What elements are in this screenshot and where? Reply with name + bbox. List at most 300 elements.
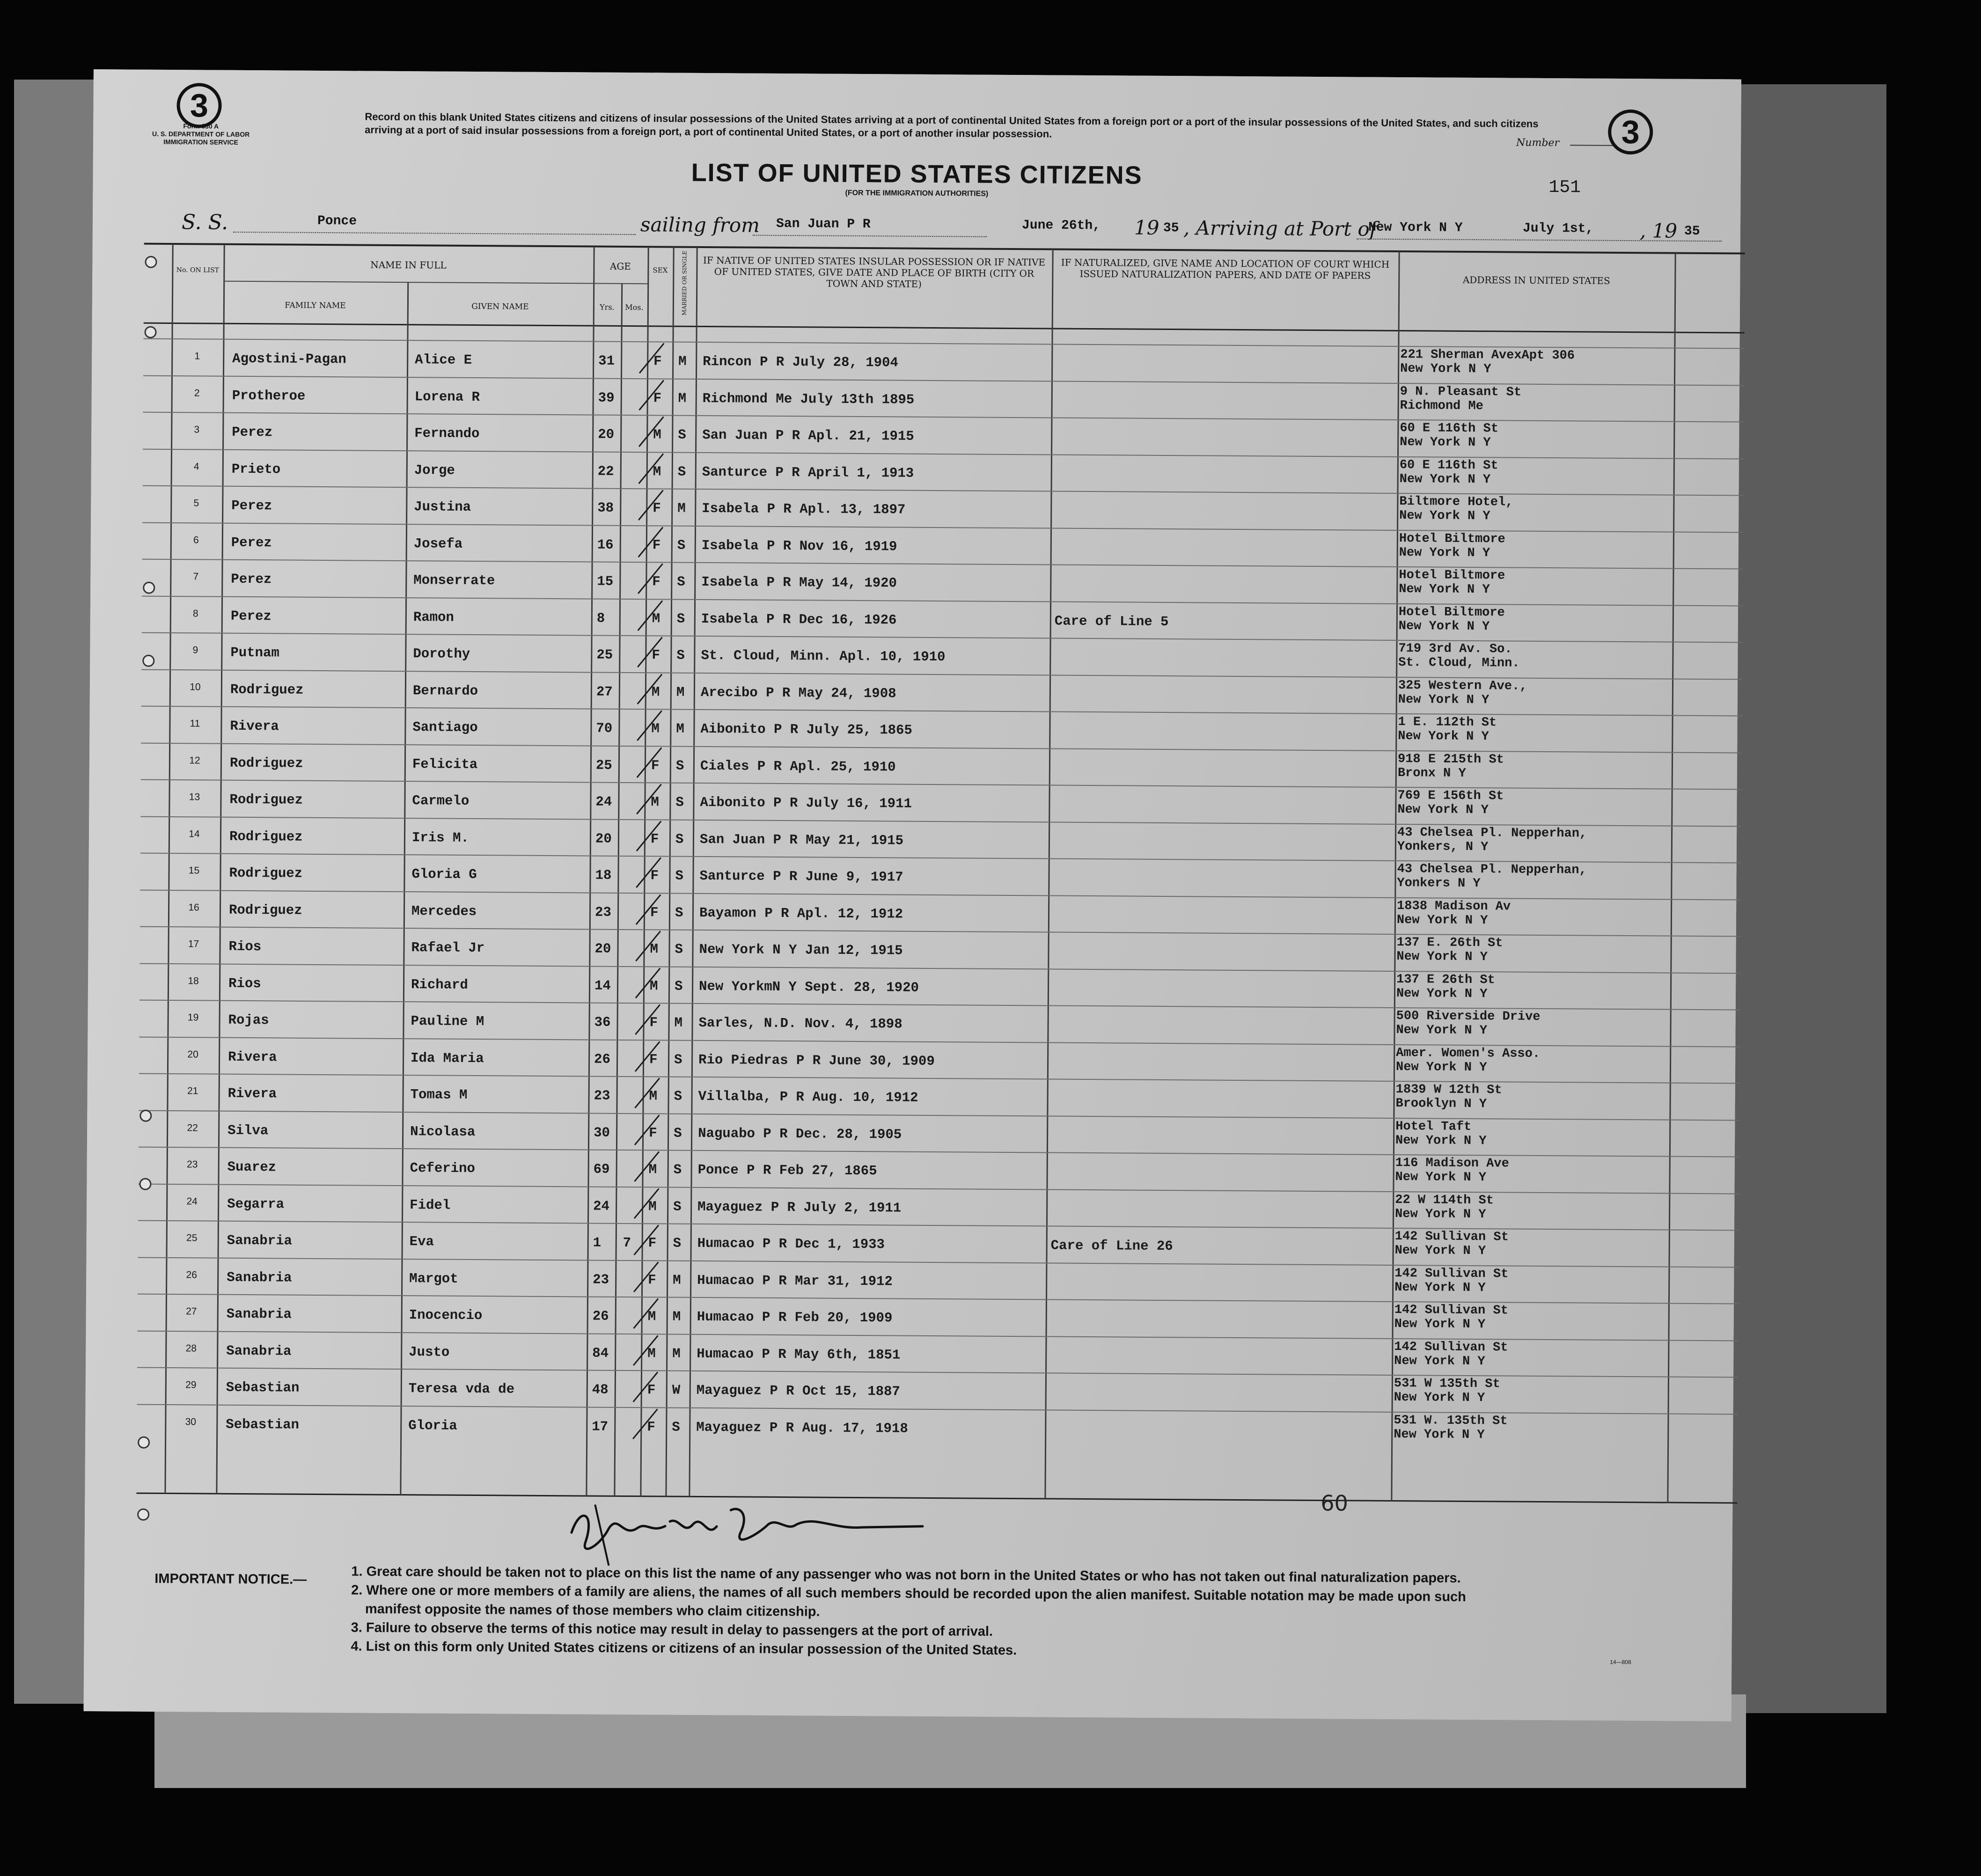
- given-name: Iris M.: [411, 829, 469, 846]
- place-of-birth: Ponce P R Feb 27, 1865: [697, 1162, 877, 1179]
- check-mark-icon: [630, 1148, 667, 1185]
- family-name: Rojas: [228, 1012, 269, 1028]
- form-id: [140, 122, 262, 147]
- check-mark-icon: [630, 1185, 667, 1222]
- address-line-1: Biltmore Hotel,: [1399, 495, 1513, 510]
- check-mark-icon: [634, 486, 671, 524]
- sex: M: [647, 1345, 656, 1361]
- row-number: 15: [188, 865, 200, 876]
- address-line-2: New York N Y: [1394, 1427, 1485, 1442]
- place-of-birth: New York N Y Jan 12, 1915: [699, 941, 903, 959]
- place-of-birth: Santurce P R June 9, 1917: [699, 868, 903, 885]
- form-id-line: IMMIGRATION SERVICE: [163, 138, 238, 146]
- age-years: 31: [598, 353, 615, 369]
- address-line-2: New York N Y: [1397, 803, 1489, 818]
- col-name-in-full: NAME IN FULL: [370, 259, 447, 271]
- row-number: 10: [190, 681, 201, 692]
- family-name: Agostini-Pagan: [232, 351, 346, 367]
- family-name: Sebastian: [226, 1379, 300, 1396]
- family-name: Perez: [231, 571, 272, 587]
- marital-status: S: [675, 941, 683, 957]
- check-mark-icon: [629, 1258, 667, 1296]
- address-line-2: New York N Y: [1398, 692, 1489, 707]
- address-line-2: New York N Y: [1394, 1354, 1485, 1369]
- address-line-1: Amer. Women's Asso.: [1396, 1046, 1541, 1061]
- family-name: Sebastian: [226, 1416, 300, 1433]
- given-name: Inocencio: [409, 1307, 483, 1324]
- check-mark-icon: [632, 744, 670, 781]
- given-name: Margot: [409, 1270, 458, 1287]
- sex: M: [651, 684, 660, 700]
- given-name: Richard: [411, 976, 468, 993]
- sex: M: [648, 1198, 657, 1214]
- age-years: 22: [597, 463, 614, 479]
- row-number: 27: [186, 1306, 197, 1317]
- family-name: Rodriguez: [229, 791, 303, 808]
- marital-status: S: [673, 1162, 682, 1178]
- arrival-date: July 1st,: [1522, 221, 1594, 236]
- age-years: 24: [593, 1198, 610, 1214]
- sex: F: [653, 353, 662, 369]
- marital-status: S: [677, 574, 685, 590]
- sailing-from-line: [753, 235, 987, 237]
- check-mark-icon: [630, 1111, 668, 1149]
- check-mark-icon: [628, 1405, 666, 1443]
- place-of-birth: Mayaguez P R Aug. 17, 1918: [696, 1419, 908, 1436]
- address-line-1: 43 Chelsea Pl. Nepperhan,: [1397, 862, 1587, 878]
- check-mark-icon: [631, 891, 669, 928]
- given-name: Monserrate: [413, 572, 495, 589]
- address-line-2: New York N Y: [1400, 435, 1491, 450]
- marital-status: M: [676, 721, 684, 737]
- row-number: 2: [194, 387, 200, 398]
- check-mark-icon: [635, 376, 672, 414]
- col-place-of-birth: IF NATIVE OF UNITED STATES INSULAR POSSESSION OR IF NATIVE OF UNITED STATES, GIVE DATE AND PLACE OF BIRTH (CITY OR TOWN AND STATE): [703, 254, 1046, 290]
- row-number: 30: [185, 1416, 197, 1427]
- age-years: 24: [595, 794, 612, 810]
- check-mark-icon: [633, 597, 671, 634]
- col-address: ADDRESS IN UNITED STATES: [1462, 274, 1610, 286]
- sex: M: [651, 721, 660, 737]
- family-name: Suarez: [227, 1159, 277, 1175]
- address-line-1: 116 Madison Ave: [1395, 1156, 1509, 1171]
- family-name: Segarra: [227, 1196, 285, 1212]
- family-name: Perez: [231, 498, 272, 514]
- address-line-2: Bronx N Y: [1397, 766, 1466, 781]
- given-name: Rafael Jr: [411, 940, 485, 956]
- handwritten-total: 60: [1321, 1490, 1349, 1516]
- place-of-birth: Humacao P R Feb 20, 1909: [697, 1309, 893, 1326]
- age-years: 23: [594, 904, 611, 920]
- family-name: Rios: [228, 938, 262, 955]
- check-mark-icon: [633, 670, 670, 708]
- check-mark-icon: [629, 1332, 666, 1369]
- marital-status: M: [673, 1272, 681, 1288]
- given-name: Tomas M: [410, 1087, 468, 1103]
- sex: F: [651, 757, 660, 773]
- age-years: 23: [594, 1088, 610, 1104]
- given-name: Ceferino: [410, 1160, 476, 1177]
- given-name: Josefa: [413, 535, 463, 552]
- marital-status: M: [677, 500, 686, 516]
- address-line-2: New York N Y: [1396, 913, 1488, 928]
- given-name: Ramon: [413, 609, 454, 625]
- check-mark-icon: [635, 339, 672, 377]
- sex: F: [648, 1272, 656, 1288]
- place-of-birth: Mayaguez P R July 2, 1911: [697, 1199, 902, 1216]
- sex: F: [652, 647, 660, 663]
- place-of-birth: Isabela P R Nov 16, 1919: [701, 537, 897, 555]
- col-sex: SEX: [653, 266, 668, 275]
- sex: F: [652, 537, 661, 553]
- row-number: 26: [186, 1269, 198, 1280]
- check-mark-icon: [631, 964, 668, 1002]
- place-of-birth: Humacao P R Mar 31, 1912: [697, 1272, 893, 1289]
- row-number: 19: [187, 1012, 199, 1023]
- age-years: 25: [595, 757, 612, 773]
- col-married-or-single: MARRIED OR SINGLE: [681, 250, 688, 315]
- page-number: 151: [1548, 177, 1581, 198]
- row-rule: [143, 338, 1744, 349]
- col-given-name: GIVEN NAME: [471, 301, 529, 312]
- arrival-year-prefix: , 19: [1639, 219, 1678, 242]
- row-number: 17: [188, 938, 199, 950]
- notice-text: [351, 1562, 1709, 1664]
- age-years: 38: [597, 500, 614, 516]
- row-number: 8: [192, 608, 198, 619]
- given-name: Alice E: [415, 352, 472, 368]
- family-name: Rivera: [230, 718, 279, 734]
- family-name: Silva: [227, 1122, 269, 1138]
- sex: M: [653, 427, 661, 443]
- address-line-1: 142 Sullivan St: [1394, 1340, 1508, 1355]
- manifest-sheet: [84, 69, 1741, 1721]
- depart-year: 35: [1163, 220, 1179, 236]
- depart-year-prefix: 19: [1134, 216, 1159, 239]
- naturalization: Care of Line 5: [1054, 613, 1169, 630]
- family-name: Rios: [228, 975, 261, 991]
- age-months: 7: [623, 1235, 631, 1251]
- place-of-birth: Humacao P R May 6th, 1851: [697, 1346, 901, 1363]
- address-line-1: 43 Chelsea Pl. Nepperhan,: [1397, 825, 1587, 841]
- check-mark-icon: [634, 450, 672, 487]
- given-name: Carmelo: [412, 793, 470, 809]
- check-mark-icon: [634, 413, 672, 450]
- binder-hole: [144, 326, 156, 338]
- sex: M: [648, 1162, 657, 1178]
- sailing-from-port: San Juan P R: [776, 216, 871, 232]
- age-years: 18: [595, 867, 612, 883]
- marital-status: S: [675, 905, 683, 921]
- place-of-birth: Isabela P R May 14, 1920: [701, 574, 897, 591]
- row-number: 21: [187, 1085, 198, 1097]
- address-line-2: New York N Y: [1399, 545, 1490, 560]
- number-underline: [1570, 145, 1617, 146]
- sex: M: [650, 941, 659, 957]
- sex: F: [649, 1125, 657, 1141]
- check-mark-icon: [632, 817, 669, 855]
- marital-status: S: [674, 1052, 682, 1068]
- check-mark-icon: [630, 1074, 668, 1112]
- row-number: 20: [187, 1048, 198, 1060]
- address-line-1: 531 W 135th St: [1394, 1377, 1500, 1392]
- row-number: 4: [193, 461, 199, 472]
- form-id-line: U. S. DEPARTMENT OF LABOR: [152, 130, 250, 139]
- col-age: AGE: [609, 260, 631, 272]
- binder-hole: [138, 1436, 150, 1449]
- marital-status: S: [674, 1125, 682, 1141]
- address-line-1: 500 Riverside Drive: [1396, 1009, 1541, 1024]
- address-line-2: New York N Y: [1396, 986, 1488, 1001]
- check-mark-icon: [633, 633, 670, 671]
- marital-status: S: [675, 794, 684, 810]
- row-number: 24: [186, 1195, 198, 1207]
- row-number: 25: [186, 1232, 198, 1244]
- given-name: Ida Maria: [411, 1050, 484, 1066]
- address-line-1: 60 E 116th St: [1399, 458, 1498, 473]
- form-id-line: Form 630 A: [183, 122, 219, 130]
- family-name: Rivera: [228, 1049, 277, 1065]
- address-line-1: 1838 Madison Av: [1397, 899, 1511, 914]
- family-name: Rivera: [227, 1085, 277, 1102]
- check-mark-icon: [631, 927, 668, 965]
- check-mark-icon: [631, 854, 669, 891]
- family-name: Sanabria: [226, 1306, 292, 1322]
- marital-status: S: [677, 464, 686, 480]
- check-mark-icon: [632, 780, 669, 818]
- age-years: 8: [596, 610, 605, 626]
- age-years: 1: [593, 1235, 602, 1251]
- given-name: Justina: [414, 499, 471, 515]
- age-years: 26: [592, 1308, 609, 1324]
- age-subheader-rule: [593, 283, 647, 285]
- sex: F: [650, 868, 659, 884]
- age-years: 36: [594, 1014, 611, 1030]
- sailing-from-label: sailing from: [640, 213, 760, 237]
- family-name: Rodriguez: [229, 865, 303, 881]
- given-name: Nicolasa: [410, 1123, 476, 1140]
- binder-hole: [139, 1178, 151, 1190]
- age-years: 84: [592, 1345, 609, 1361]
- address-line-2: New York N Y: [1394, 1244, 1486, 1259]
- binder-hole: [145, 256, 157, 268]
- header-bottom-rule: [144, 322, 1745, 334]
- place-of-birth: Aibonito P R July 16, 1911: [700, 794, 912, 812]
- address-line-1: Hotel Biltmore: [1399, 531, 1505, 546]
- place-of-birth: Ciales P R Apl. 25, 1910: [700, 758, 896, 775]
- address-line-2: Yonkers N Y: [1397, 876, 1481, 891]
- address-line-1: 142 Sullivan St: [1394, 1303, 1508, 1318]
- check-mark-icon: [631, 1001, 668, 1038]
- address-line-2: Brooklyn N Y: [1395, 1097, 1487, 1112]
- col-married-single-cell: [673, 251, 697, 321]
- age-years: 69: [593, 1161, 610, 1177]
- place-of-birth: Humacao P R Dec 1, 1933: [697, 1235, 885, 1253]
- given-name: Gloria G: [411, 866, 477, 883]
- age-years: 25: [596, 647, 613, 663]
- given-name: Felicita: [412, 756, 478, 772]
- address-line-2: New York N Y: [1395, 1170, 1487, 1185]
- family-name: Sanabria: [226, 1343, 292, 1359]
- marital-status: S: [676, 647, 685, 663]
- address-line-2: New York N Y: [1394, 1280, 1486, 1295]
- place-of-birth: Isabela P R Dec 16, 1926: [701, 611, 897, 628]
- address-line-1: Hotel Biltmore: [1398, 605, 1505, 620]
- arrival-port: New York N Y: [1368, 220, 1463, 235]
- marital-status: M: [672, 1346, 681, 1362]
- address-line-1: 137 E 26th St: [1396, 972, 1495, 987]
- family-name: Protheroe: [232, 388, 306, 404]
- given-name: Teresa vda de: [408, 1381, 515, 1397]
- col-naturalization: IF NATURALIZED, GIVE NAME AND LOCATION OF COURT WHICH ISSUED NATURALIZATION PAPERS, AND DATE OF PAPERS: [1061, 256, 1390, 281]
- col-family-name: FAMILY NAME: [285, 300, 346, 311]
- place-of-birth: Santurce P R April 1, 1913: [702, 464, 914, 481]
- age-years: 30: [594, 1125, 610, 1141]
- number-label: Number: [1516, 137, 1560, 149]
- marital-status: M: [672, 1309, 681, 1325]
- check-mark-icon: [631, 1038, 668, 1075]
- row-number: 16: [188, 901, 199, 913]
- row-number: 18: [188, 975, 199, 986]
- given-name: Dorothy: [413, 646, 470, 662]
- place-of-birth: Mayaguez P R Oct 15, 1887: [696, 1382, 900, 1400]
- binder-hole: [143, 582, 155, 594]
- address-line-1: 9 N. Pleasant St: [1400, 384, 1522, 400]
- address-line-1: 22 W 114th St: [1395, 1193, 1494, 1208]
- place-of-birth: New YorkmN Y Sept. 28, 1920: [698, 978, 919, 996]
- marital-status: W: [672, 1382, 681, 1398]
- row-number: 22: [187, 1122, 198, 1133]
- given-name: Pauline M: [411, 1013, 484, 1030]
- row-number: 5: [193, 498, 199, 509]
- depart-date: June 26th,: [1021, 218, 1101, 234]
- address-line-2: New York N Y: [1399, 509, 1490, 524]
- check-mark-icon: [634, 523, 671, 561]
- address-line-1: 325 Western Ave.,: [1398, 678, 1527, 694]
- family-name: Rodriguez: [229, 828, 303, 845]
- notice-item-2: 2. Where one or more members of a family are aliens, the names of all such members should be recorded upon the alien manifest. Suitable notation may be made upon such: [351, 1583, 1467, 1605]
- backing-sheet-right: [1727, 84, 1886, 1713]
- row-number: 3: [194, 424, 200, 435]
- col-no-on-list: No. ON LIST: [176, 266, 220, 274]
- family-name: Perez: [231, 535, 272, 550]
- row-number: 12: [189, 755, 200, 766]
- address-line-1: 719 3rd Av. So.: [1398, 642, 1512, 657]
- notice-item-2-cont: manifest opposite the names of those members who claim citizenship.: [365, 1601, 820, 1620]
- arriving-label: , Arriving at Port of: [1183, 216, 1377, 241]
- sex: M: [652, 610, 660, 626]
- address-line-2: Yonkers, N Y: [1397, 839, 1489, 854]
- marital-status: M: [678, 353, 687, 369]
- check-mark-icon: [629, 1368, 666, 1406]
- address-line-2: New York N Y: [1395, 1060, 1487, 1075]
- marital-status: S: [672, 1419, 680, 1435]
- row-number: 1: [194, 351, 200, 362]
- binder-hole: [137, 1509, 149, 1521]
- place-of-birth: St. Cloud, Minn. Apl. 10, 1910: [701, 647, 946, 665]
- given-name: Mercedes: [411, 903, 477, 919]
- marital-status: S: [675, 868, 684, 884]
- given-name: Gloria: [408, 1417, 457, 1434]
- naturalization: Care of Line 26: [1050, 1238, 1173, 1254]
- given-name: Fernando: [414, 425, 480, 442]
- family-name: Perez: [230, 608, 271, 624]
- marital-status: S: [674, 1088, 682, 1104]
- row-number: 6: [193, 534, 199, 545]
- age-years: 14: [594, 978, 611, 994]
- address-line-2: St. Cloud, Minn.: [1398, 656, 1520, 671]
- age-years: 15: [597, 573, 614, 589]
- address-line-1: 531 W. 135th St: [1394, 1413, 1508, 1429]
- ship-prefix: S. S.: [181, 210, 228, 234]
- check-mark-icon: [629, 1295, 667, 1332]
- sex: F: [652, 574, 660, 590]
- address-line-1: 1839 W 12th St: [1395, 1083, 1502, 1098]
- marital-status: M: [678, 390, 687, 406]
- form-code: 14—808: [1610, 1658, 1631, 1666]
- marital-status: M: [676, 684, 685, 700]
- row-number: 28: [185, 1342, 197, 1354]
- place-of-birth: Richmond Me July 13th 1895: [702, 390, 915, 408]
- form-number-badge-right: 3: [1608, 110, 1653, 155]
- marital-status: M: [674, 1015, 683, 1031]
- family-name: Rodriguez: [229, 755, 303, 771]
- row-number: 29: [185, 1379, 197, 1391]
- check-mark-icon: [629, 1221, 667, 1259]
- address-line-1: 221 Sherman AvexApt 306: [1400, 348, 1575, 363]
- age-years: 27: [596, 684, 613, 700]
- age-years: 20: [594, 941, 611, 957]
- sex: F: [648, 1235, 657, 1251]
- arrival-year: 35: [1684, 224, 1700, 239]
- address-line-2: New York N Y: [1394, 1391, 1485, 1406]
- given-name: Fidel: [410, 1197, 451, 1213]
- notice-item-1: 1. Great care should be taken not to place on this list the name of any passenger who was not born in the United States or who has not taken out final naturalization papers.: [351, 1564, 1461, 1586]
- address-line-2: New York N Y: [1400, 362, 1491, 377]
- family-name: Rodriguez: [230, 682, 304, 698]
- age-years: 26: [594, 1051, 611, 1067]
- col-age-years: Yrs.: [600, 302, 615, 312]
- address-line-1: 918 E 215th St: [1397, 752, 1504, 767]
- sex: M: [649, 1088, 658, 1104]
- sex: M: [649, 978, 658, 994]
- ship-name: Ponce: [317, 213, 357, 229]
- address-line-1: 142 Sullivan St: [1394, 1230, 1509, 1245]
- family-name: Rodriguez: [228, 902, 302, 918]
- marital-status: S: [673, 1235, 682, 1251]
- address-line-1: Hotel Taft: [1395, 1119, 1472, 1134]
- place-of-birth: San Juan P R Apl. 21, 1915: [702, 427, 914, 444]
- table-top-rule: [144, 243, 1745, 255]
- age-years: 70: [596, 720, 613, 736]
- address-line-1: 1 E. 112th St: [1398, 715, 1497, 730]
- family-name: Sanabria: [227, 1269, 292, 1286]
- sex: F: [647, 1419, 655, 1435]
- address-line-1: 60 E 116th St: [1400, 421, 1499, 436]
- family-name: Prieto: [231, 461, 281, 477]
- row-number: 13: [189, 791, 200, 803]
- record-instructions: Record on this blank United States citizens and citizens of insular possessions of the United States arriving at a port of continental United States from a foreign port or a port of the insular possessions of the United States, and such citizens arriving at a port of said insular possessions from a foreign port, a port of continental United States, or a port of another insular possession.: [365, 110, 1539, 140]
- place-of-birth: Sarles, N.D. Nov. 4, 1898: [698, 1015, 902, 1032]
- notice-item-3: 3. Failure to observe the terms of this notice may result in delay to passengers at the port of arrival.: [351, 1620, 993, 1639]
- address-line-2: New York N Y: [1396, 1023, 1488, 1038]
- address-line-2: New York N Y: [1399, 472, 1491, 487]
- marital-status: S: [673, 1199, 682, 1215]
- sex: F: [650, 904, 659, 920]
- row-number: 23: [186, 1159, 198, 1170]
- place-of-birth: Villalba, P R Aug. 10, 1912: [698, 1088, 918, 1106]
- given-name: Bernardo: [412, 682, 478, 699]
